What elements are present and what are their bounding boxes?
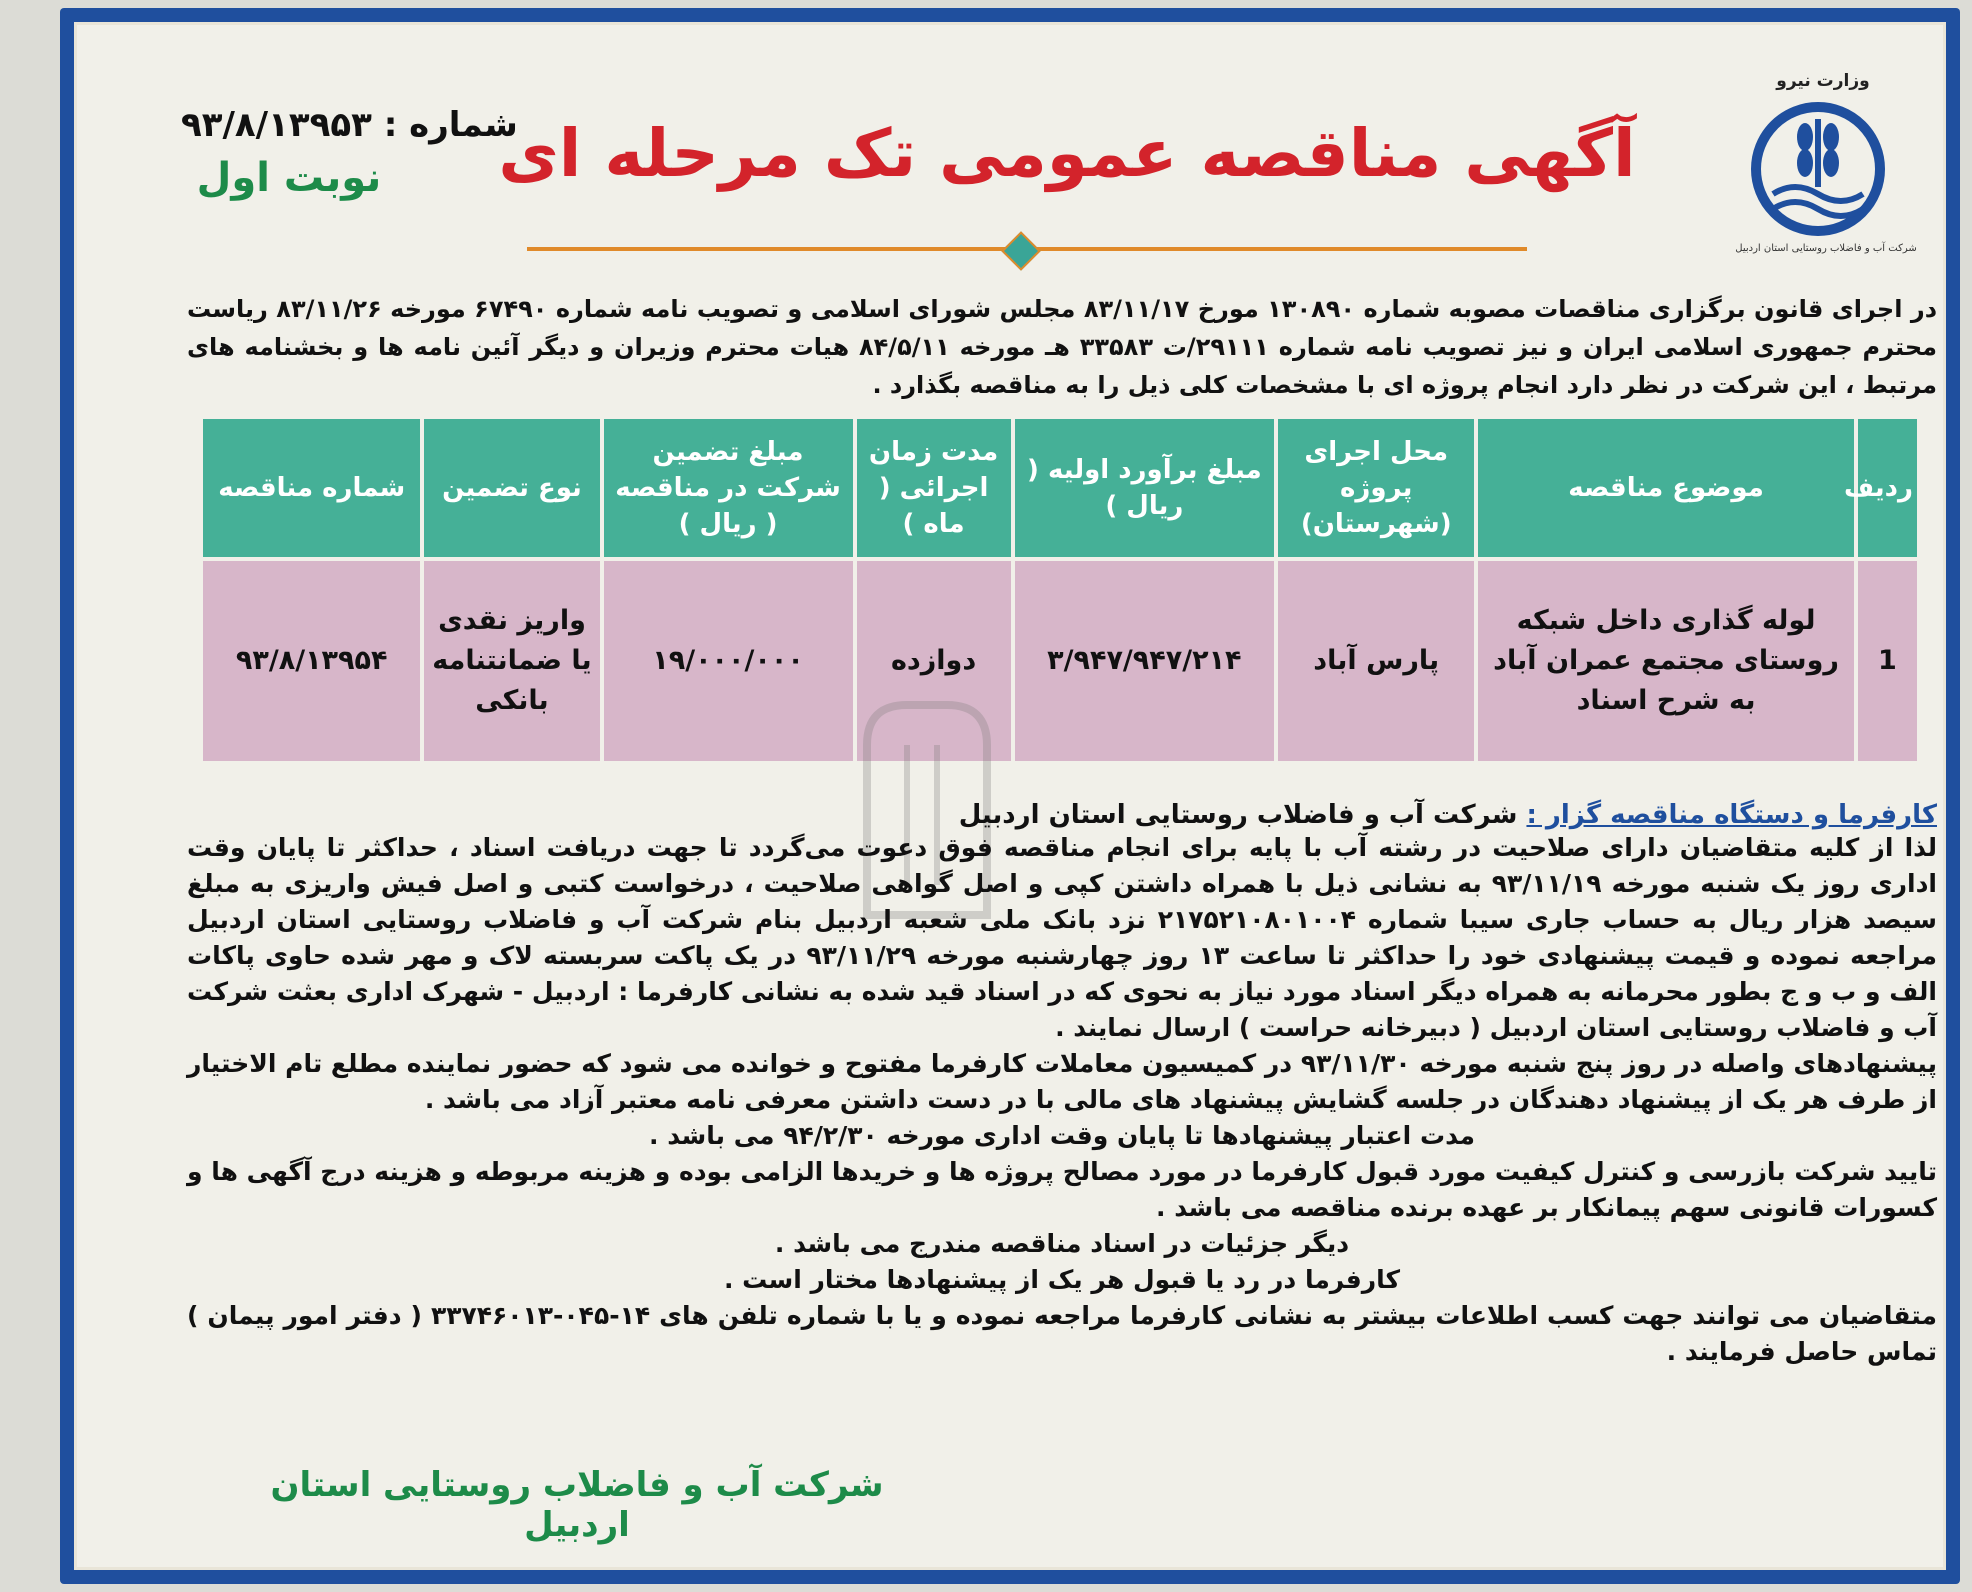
col-header-duration: مدت زمان اجرائی ( ماه ) [855, 417, 1013, 559]
cell-tender-number: ۹۳/۸/۱۳۹۵۴ [201, 559, 422, 763]
notice-number: شماره : ۹۳/۸/۱۳۹۵۳ [181, 105, 518, 145]
body-paragraph-1: لذا از کلیه متقاضیان دارای صلاحیت در رشته آب با پایه برای انجام مناقصه فوق دعوت می‌گردد تا جهت دریافت اسناد ، حداکثر تا پایان وقت اداری روز یک شنبه مورخه ۹۳/۱۱/۱۹ به نشانی ذیل با همراه داشتن کپی و اصل گواهی صلاحیت ، درخواست کتبی و اصل فیش واریزی به مبلغ سیصد هزار ریال به حساب جاری سیبا شماره ۲۱۷۵۲۱۰۸۰۱۰۰۴ نزد بانک ملی شعبه اردبیل بنام شرکت آب و فاضلاب روستایی استان اردبیل مراجعه نموده و قیمت پیشنهادی خود را حداکثر تا ساعت ۱۳ روز چهارشنبه مورخه ۹۳/۱۱/۲۹ در یک پاکت سربسته لاک و مهر شده حاوی پاکات الف و ب و ج بطور محرمانه به همراه دیگر اسناد مورد نیاز به نحوی که در اسناد قید شده به نشانی کارفرما : اردبیل - شهرک اداری بعثت شرکت آب و فاضلاب روستایی استان اردبیل ( دبیرخانه حراست ) ارسال نمایند . [187, 833, 1938, 1042]
col-header-guarantee-type: نوع تضمین [422, 417, 601, 559]
body-paragraph-2: پیشنهادهای واصله در روز پنج شنبه مورخه ۹۳/۱۱/۳۰ در کمیسیون معاملات کارفرما مفتوح و خوانده می شود که حضور نماینده مطلع تام الاختیار از طرف هر یک از پیشنهاد دهندگان در جلسه گشایش پیشنهاد های مالی با در دست داشتن معرفی نامه معتبر آزاد می باشد . [187, 1049, 1938, 1114]
notice-turn: نوبت اول [196, 155, 382, 201]
page-title: آگهی مناقصه عمومی تک مرحله ای [498, 115, 1636, 192]
body-paragraph-7: متقاضیان می توانند جهت کسب اطلاعات بیشتر به نشانی کارفرما مراجعه نموده و یا با شماره تلفن های ۱۴-۰۴۵-۳۳۷۴۶۰۱۳ ( دفتر امور پیمان ) تماس حاصل فرمایند . [187, 1301, 1937, 1366]
footer-company: شرکت آب و فاضلاب روستایی استان اردبیل [270, 1465, 884, 1545]
col-header-estimate: مبلغ برآورد اولیه ( ریال ) [1013, 417, 1276, 559]
cell-guarantee-type: واریز نقدی یا ضمانتنامه بانکی [422, 559, 601, 763]
col-header-tender-number: شماره مناقصه [201, 417, 422, 559]
employer-value: شرکت آب و فاضلاب روستایی استان اردبیل [958, 800, 1518, 830]
intro-paragraph: در اجرای قانون برگزاری مناقصات مصوبه شماره ۱۳۰۸۹۰ مورخ ۸۳/۱۱/۱۷ مجلس شورای اسلامی و تصویب نامه شماره ۶۷۴۹۰ مورخه ۸۳/۱۱/۲۶ ریاست محترم جمهوری اسلامی ایران و نیز تصویب نامه شماره ۲۹۱۱۱/ت ۳۳۵۸۳ هـ مورخه ۸۴/۵/۱۱ هیات محترم وزیران و دیگر آئین نامه ها و بخشنامه های مرتبط ، این شرکت در نظر دارد انجام پروژه ای با مشخصات کلی ذیل را به مناقصه بگذارد . [187, 295, 1938, 399]
employer-label: کارفرما و دستگاه مناقصه گزار : [1526, 800, 1937, 830]
employer-line [187, 800, 1937, 830]
cell-location: پارس آباد [1276, 559, 1476, 763]
cell-guarantee-amount: ۱۹/۰۰۰/۰۰۰ [602, 559, 855, 763]
body-paragraph-3: مدت اعتبار پیشنهادها تا پایان وقت اداری مورخه ۹۴/۲/۳۰ می باشد . [649, 1121, 1475, 1150]
logo-caption: شرکت آب و فاضلاب روستایی استان اردبیل [1735, 243, 1917, 254]
col-header-subject: موضوع مناقصه [1476, 417, 1855, 559]
ministry-label: وزارت نیرو [1776, 71, 1870, 91]
cell-duration: دوازده [855, 559, 1013, 763]
notice-body [187, 830, 1937, 1370]
cell-estimate: ۳/۹۴۷/۹۴۷/۲۱۴ [1013, 559, 1276, 763]
col-header-index: ردیف [1856, 417, 1919, 559]
body-paragraph-4: تایید شرکت بازرسی و کنترل کیفیت مورد قبول کارفرما در مورد مصالح پروژه ها و خریدها الزامی بوده و هزینه مربوطه و هزینه درج آگهی ها و کسورات قانونی سهم پیمانکار بر عهده برنده مناقصه می باشد . [187, 1157, 1937, 1222]
body-paragraph-6: کارفرما در رد یا قبول هر یک از پیشنهادها مختار است . [723, 1265, 1401, 1294]
cell-index: 1 [1856, 559, 1919, 763]
col-header-guarantee-amount: مبلغ تضمین شرکت در مناقصه ( ریال ) [602, 417, 855, 559]
page-frame [60, 8, 1960, 1584]
col-header-location: محل اجرای پروژه (شهرستان) [1276, 417, 1476, 559]
body-paragraph-5: دیگر جزئیات در اسناد مناقصه مندرج می باشد . [774, 1229, 1350, 1258]
cell-subject: لوله گذاری داخل شبکه روستای مجتمع عمران آباد به شرح اسناد [1476, 559, 1855, 763]
table-header-row [201, 417, 1919, 559]
divider-diamond-icon [1001, 231, 1041, 271]
notice-paper [74, 22, 1946, 1570]
